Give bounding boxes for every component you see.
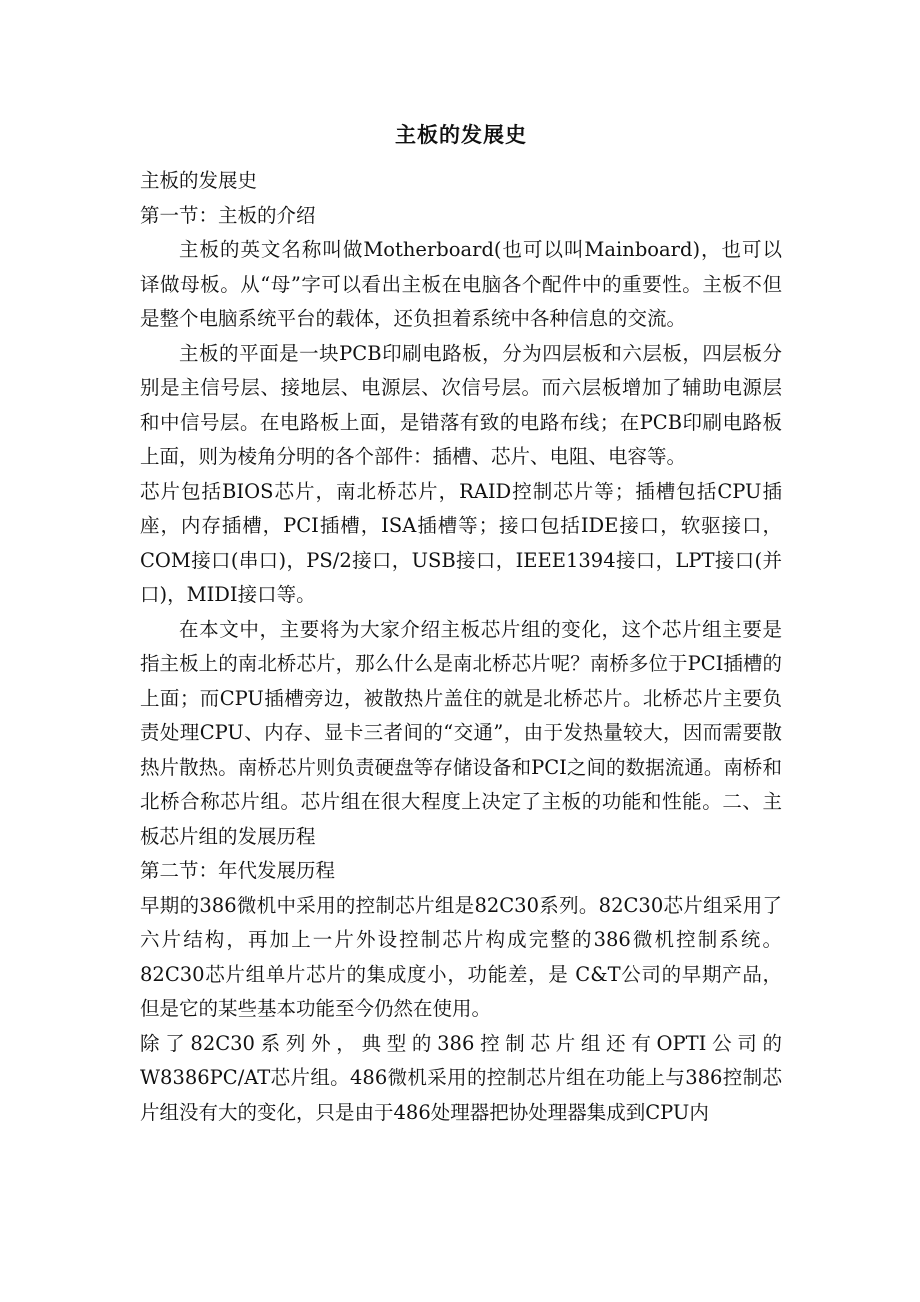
- document-title: 主板的发展史: [395, 122, 527, 147]
- paragraph-pcb: 主板的平面是一块PCB印刷电路板，分为四层板和六层板，四层板分别是主信号层、接地层、电源层、次信号层。而六层板增加了辅助电源层和中信号层。在电路板上面，是错落有致的电路布线；在PCB印刷电路板上面，则为棱角分明的各个部件：插槽、芯片、电阻、电容等。: [140, 341, 782, 468]
- paragraph-intro: 主板的英文名称叫做Motherboard(也可以叫Mainboard)，也可以译做母板。从“母”字可以看出主板在电脑各个配件中的重要性。主板不但是整个电脑系统平台的载体，还负担着系统中各种信息的交流。: [140, 238, 782, 330]
- heading-main: 主板的发展史: [140, 169, 258, 192]
- paragraph-chipset: 在本文中，主要将为大家介绍主板芯片组的变化，这个芯片组主要是指主板上的南北桥芯片，那么什么是南北桥芯片呢？南桥多位于PCI插槽的上面；而CPU插槽旁边，被散热片盖住的就是北桥芯片。北桥芯片主要负责处理CPU、内存、显卡三者间的“交通”，由于发热量较大，因而需要散热片散热。南桥芯片则负责硬盘等存储设备和PCI之间的数据流通。南桥和北桥合称芯片组。芯片组在很大程度上决定了主板的功能和性能。二、主板芯片组的发展历程: [140, 617, 782, 848]
- paragraph-486: 除了82C30系列外，典型的386控制芯片组还有OPTI公司的W8386PC/AT芯片组。486微机采用的控制芯片组在功能上与386控制芯片组没有大的变化，只是由于486处理器把协处理器集成到CPU内: [140, 1031, 782, 1124]
- section-heading-2: 第二节：年代发展历程: [140, 859, 336, 882]
- paragraph-386: 早期的386微机中采用的控制芯片组是82C30系列。82C30芯片组采用了六片结构，再加上一片外设控制芯片构成完整的386微机控制系统。82C30芯片组单片芯片的集成度小，功能差，是 C&T公司的早期产品，但是它的某些基本功能至今仍然在使用。: [140, 893, 782, 1020]
- paragraph-components: 芯片包括BIOS芯片，南北桥芯片，RAID控制芯片等；插槽包括CPU插座，内存插槽，PCI插槽，ISA插槽等；接口包括IDE接口，软驱接口，COM接口(串口)，PS/2接口，USB接口，IEEE1394接口，LPT接口(并口)，MIDI接口等。: [140, 479, 782, 606]
- section-heading-1: 第一节：主板的介绍: [140, 203, 316, 227]
- document-page: [140, 118, 782, 1130]
